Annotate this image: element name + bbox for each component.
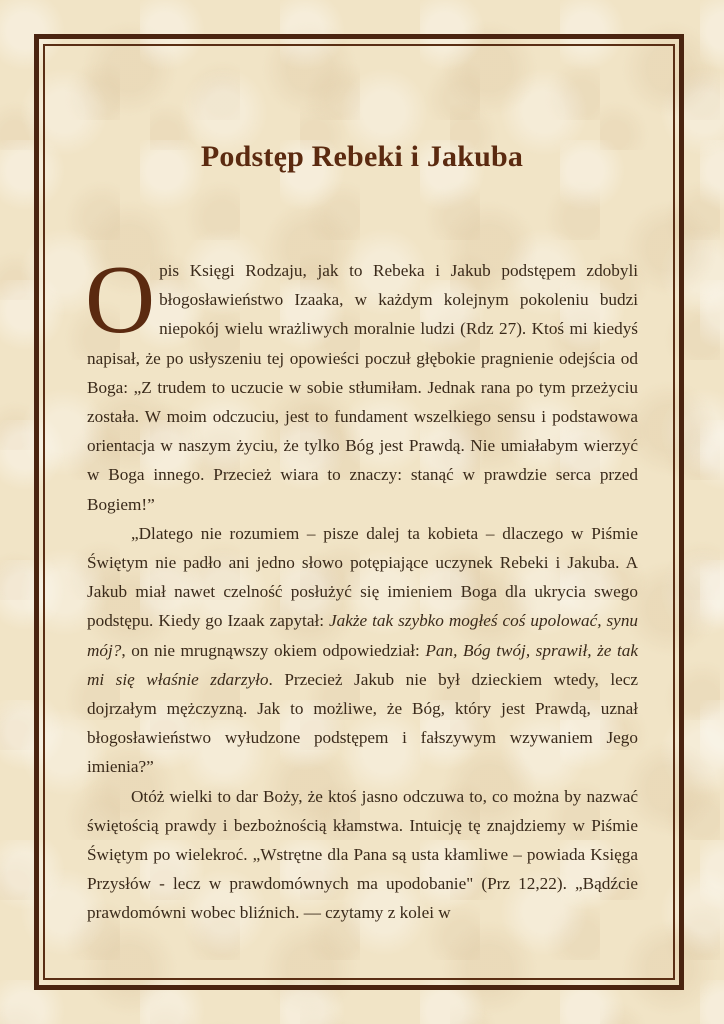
- paragraph-3-text: Otóż wielki to dar Boży, że ktoś jasno odczuwa to, co można by nazwać świętością prawdy i bezbożnością kłamstwa. Intuicję tę znajdziemy w Piśmie Świętym po wielekroć. „Wstrętne dla Pana są usta kłamliwe – powiada Księga Przysłów - lecz w prawdomównych ma upodobanie" (Prz 12,22). „Bądźcie prawdomówni wobec bliźnich. — czytamy z kolei w: [87, 786, 638, 923]
- paragraph-3: [87, 782, 638, 928]
- drop-cap: O: [85, 246, 156, 353]
- jacob-answer-quote: Pan, Bóg twój, sprawił, że tak mi się właśnie zdarzyło: [87, 640, 638, 689]
- paragraph-1: [85, 246, 638, 519]
- paragraph-1-text: pis Księgi Rodzaju, jak to Rebeka i Jakub podstępem zdobyli błogosławieństwo Izaaka, w każdym kolejnym pokoleniu budzi niepokój wielu wrażliwych moralnie ludzi (Rdz 27). Ktoś mi kiedyś napisał, że po usłyszeniu tej opowieści poczuł głębokie pragnienie odejścia od Boga: „Z trudem to uczucie w sobie stłumiłam. Jednak rana po tym przeżyciu została. W moim odczuciu, jest to fundament wszelkiego sensu i podstawowa orientacja w naszym życiu, że tylko Bóg jest Prawdą. Nie umiałabym wierzyć w Boga innego. Przecież wiara to znaczy: stanąć w prawdzie serca przed Bogiem!”: [87, 261, 638, 514]
- paragraph-2-text-a: „Dlatego nie rozumiem – pisze dalej ta kobieta – dlaczego w Piśmie Świętym nie padło ani jedno słowo potępiające uczynek Rebeki i Jakuba. A Jakub miał nawet czelność posłużyć się imieniem Boga dla ukrycia swego podstępu. Kiedy go Izaak zapytał:: [87, 523, 638, 631]
- article-body: [85, 246, 639, 928]
- paragraph-2-text-c: . Przecież Jakub nie był dzieckiem wtedy, lecz dojrzałym mężczyzną. Jak to możliwe, że Bóg, który jest Prawdą, uznał błogosławieństwo wyłudzone podstępem i fałszywym wzywaniem Jego imienia?”: [87, 669, 638, 777]
- paragraph-2-text-b: , on nie mrugnąwszy okiem odpowiedział:: [121, 640, 426, 660]
- page-title: Podstęp Rebeki i Jakuba: [200, 140, 524, 173]
- paragraph-2: [87, 519, 638, 782]
- isaac-question-quote: Jakże tak szybko mogłeś coś upolować, synu mój?: [87, 611, 639, 660]
